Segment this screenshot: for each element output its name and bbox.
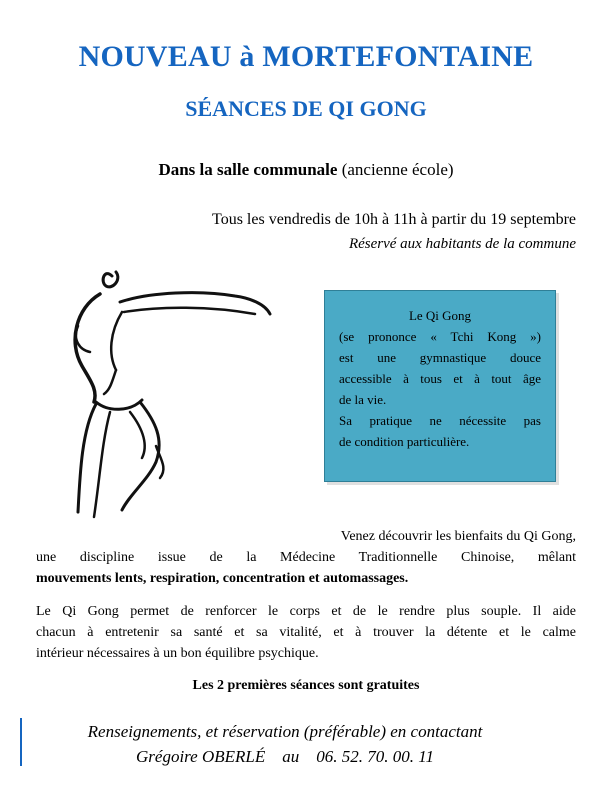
- contact-details: [0, 747, 570, 767]
- location-line: [0, 160, 612, 180]
- location-bold: Dans la salle communale: [158, 160, 338, 179]
- benefits-line: intérieur nécessaires à un bon équilibre psychique.: [36, 646, 319, 661]
- benefits-line: Le Qi Gong permet de renforcer le corps et de le rendre plus souple. Il aide: [36, 604, 576, 619]
- info-line: de condition particulière.: [339, 434, 470, 449]
- info-line: Sa pratique ne nécessite pas: [339, 413, 541, 428]
- intro-line: une discipline issue de la Médecine Traditionnelle Chinoise, mêlant: [36, 550, 576, 565]
- page-title: NOUVEAU à MORTEFONTAINE: [78, 40, 534, 73]
- location-note: (ancienne école): [341, 160, 454, 179]
- intro-paragraph: [36, 526, 576, 589]
- free-sessions-note: Les 2 premières séances sont gratuites: [192, 678, 420, 693]
- intro-line-bold: mouvements lents, respiration, concentration et automassages.: [36, 571, 409, 586]
- info-line: est une gymnastique douce: [339, 350, 541, 365]
- contact-separator: au: [282, 747, 300, 766]
- info-line: accessible à tous et à tout âge: [339, 371, 541, 386]
- intro-line: Venez découvrir les bienfaits du Qi Gong,: [340, 529, 576, 544]
- qigong-figure-illustration: [60, 262, 280, 532]
- info-box: [324, 290, 556, 482]
- info-line: Le Qi Gong: [408, 308, 472, 323]
- contact-line: Renseignements, et réservation (préférable) en contactant: [87, 722, 483, 741]
- contact-name: Grégoire OBERLÉ: [136, 747, 266, 766]
- info-line: (se prononce « Tchi Kong »): [339, 329, 541, 344]
- page-subtitle: SÉANCES DE QI GONG: [185, 96, 427, 121]
- benefits-line: chacun à entretenir sa santé et sa vitalité, et à trouver la détente et le calme: [36, 625, 576, 640]
- reserved-note: Réservé aux habitants de la commune: [348, 236, 576, 252]
- schedule-line: Tous les vendredis de 10h à 11h à partir du 19 septembre: [212, 211, 576, 228]
- benefits-paragraph: [36, 601, 576, 664]
- info-line: de la vie.: [339, 392, 387, 407]
- contact-phone[interactable]: 06. 52. 70. 00. 11: [316, 747, 434, 766]
